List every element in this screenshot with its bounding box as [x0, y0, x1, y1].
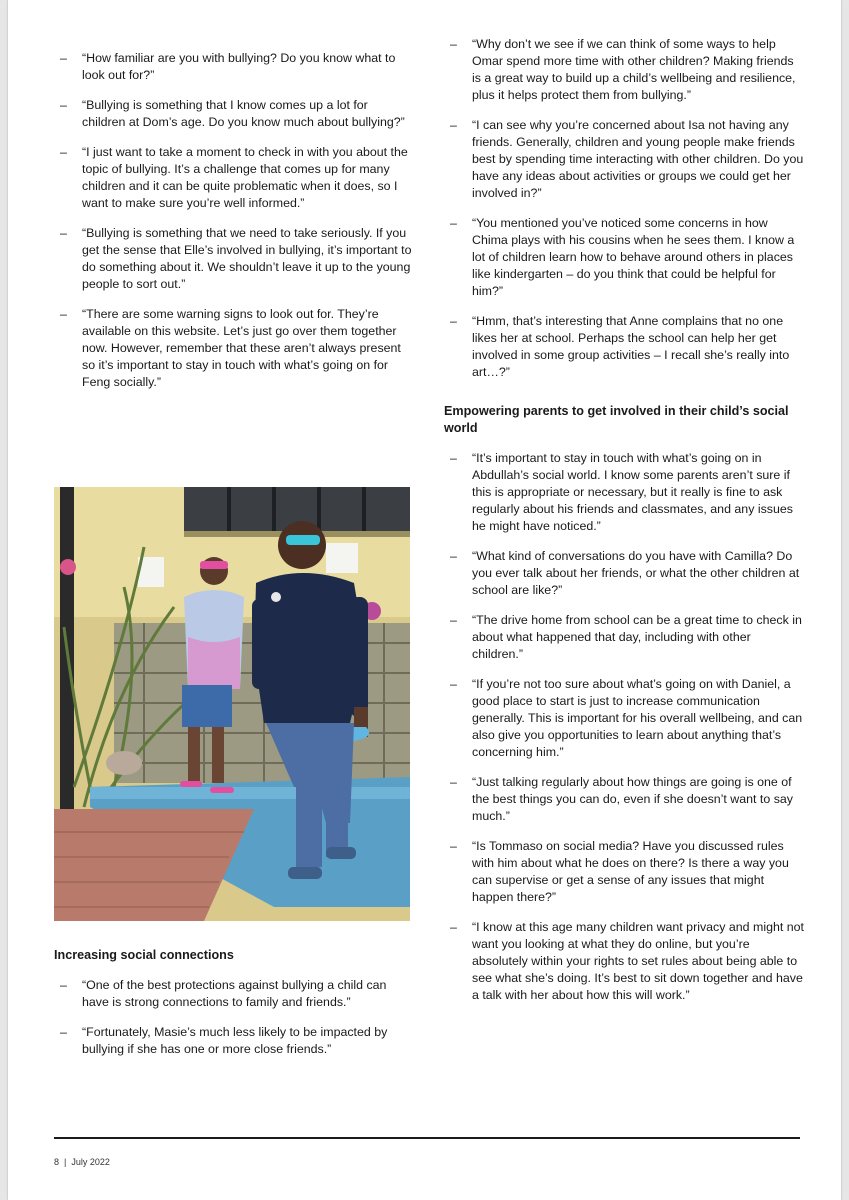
quote-item: – “The drive home from school can be a great time to check in about what happened that day, including with other children.”	[444, 612, 804, 663]
quote-item: – “Bullying is something that we need to take seriously. If you get the sense that Elle’s involved in bullying, it’s important to do something about it. We shouldn’t leave it up to the young people to sort out.”	[54, 225, 414, 293]
quote-item: – “Is Tommaso on social media? Have you discussed rules with him about what he does on there? Is there a way you can supervise or get a sense of any issues that might happen there?”	[444, 838, 804, 906]
document-page	[8, 0, 841, 1200]
quote-item: – “It’s important to stay in touch with what’s going on in Abdullah’s social world. I know some parents aren’t sure if this is appropriate or necessary, but it really is fine to ask regularly about his friends and classmates, and any issues he might have noticed.”	[444, 450, 804, 535]
quote-item: – “Why don’t we see if we can think of some ways to help Omar spend more time with other children? Making friends is a great way to build up a child’s wellbeing and resilience, plus it helps protect them from bullying.”	[444, 36, 804, 104]
publication-date: July 2022	[71, 1157, 110, 1167]
right-quote-list	[444, 36, 804, 381]
footer-divider	[54, 1137, 800, 1139]
quote-item: – “I can see why you’re concerned about Isa not having any friends. Generally, children and young people make friends best by spending time interacting with other children. Do you have any ideas about activities or groups we could get her involved in?”	[444, 117, 804, 202]
page-number: 8	[54, 1157, 60, 1167]
quote-item: – “Bullying is something that I know comes up a lot for children at Dom’s age. Do you know much about bullying?”	[54, 97, 414, 131]
quote-item: – “I know at this age many children want privacy and might not want you looking at what they do online, but you’re absolutely within your rights to set rules about being able to see what she’s doing. It’s best to sit down together and have a talk with her about how this will work.”	[444, 919, 804, 1004]
quote-item: – “What kind of conversations do you have with Camilla? Do you ever talk about her friends, or what the other children at school are like?”	[444, 548, 804, 599]
left-section-quote-list	[54, 977, 414, 1058]
quote-item: – “You mentioned you’ve noticed some concerns in how Chima plays with his cousins when he sees them. I know a lot of children learn how to behave around others in places like kindergarten – do you think that could be helpful for him?”	[444, 215, 804, 300]
left-section	[54, 947, 414, 1071]
quote-item: – “There are some warning signs to look out for. They’re available on this website. Let’s just go over them together now. However, remember that these aren’t always present so it’s important to stay in touch with what’s going on for Feng socially.”	[54, 306, 414, 391]
page-footer	[54, 1157, 110, 1167]
footer-separator: |	[64, 1157, 67, 1167]
quote-item: – “How familiar are you with bullying? Do you know what to look out for?”	[54, 50, 414, 84]
quote-item: – “Fortunately, Masie’s much less likely to be impacted by bullying if she has one or more close friends.”	[54, 1024, 414, 1058]
left-quote-list	[54, 50, 414, 391]
quote-item: – “If you’re not too sure about what’s going on with Daniel, a good place to start is just to increase communication generally. This is important for his overall wellbeing, and can also give you opportunities to learn about anything that’s concerning him.”	[444, 676, 804, 761]
photo-father-and-child	[54, 487, 410, 921]
quote-item: – “One of the best protections against bullying a child can have is strong connections to family and friends.”	[54, 977, 414, 1011]
quote-item: – “Just talking regularly about how things are going is one of the best things you can do, even if she doesn’t want to say much.”	[444, 774, 804, 825]
section-heading: Empowering parents to get involved in their child’s social world	[444, 404, 789, 435]
right-column	[444, 36, 804, 1017]
section-heading: Increasing social connections	[54, 948, 234, 962]
quote-item: – “I just want to take a moment to check in with you about the topic of bullying. It’s a challenge that comes up for many children and it can be quite problematic when it does, so I want to make sure you’re well informed.”	[54, 144, 414, 212]
right-section-quote-list	[444, 450, 804, 1004]
quote-item: – “Hmm, that’s interesting that Anne complains that no one likes her at school. Perhaps the school can help her get involved in some group activities – I recall she’s really into art…?”	[444, 313, 804, 381]
left-column	[54, 50, 414, 404]
